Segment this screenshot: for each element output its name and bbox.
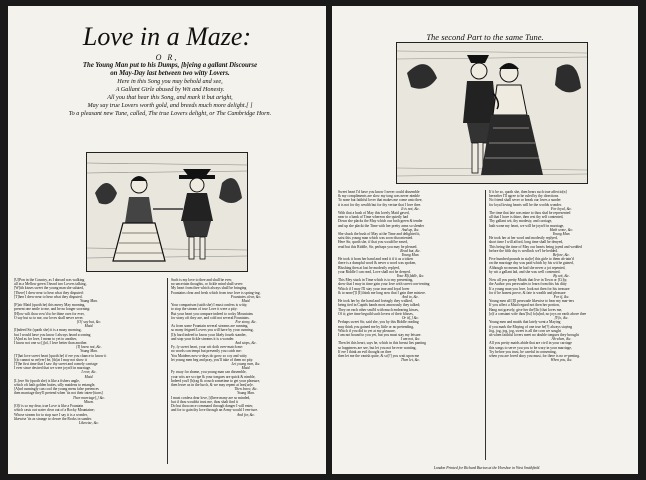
verse-line: My heart from thee which always shall be bringing [171,286,247,291]
speaker-heading: Mison. [83,399,95,404]
verse-line: I ever since desired that we were joyn'd in marriage. [14,366,92,371]
left-page [8,6,326,474]
verse-line: for loyal loving hearts will be the worlds wonder. [489,202,562,207]
verse-line: then let me the vanish quite, & so[?] you wait upon me [338,353,420,358]
printer-imprint: London Printed for Richard Burton at the Horshoe in West Smithfield. [433,466,541,470]
verse-line: your Riddle I can read, Love shall not be denyed. [338,269,411,274]
verse-line: and stop your fickle streams it is a wonder. [171,336,235,341]
speaker-heading: Maid. [241,366,251,371]
speaker-heading: Young Man. [80,349,98,354]
refrain: [O] say but, &c. [76,320,102,325]
verse-line: As from some Fountain several streams are running, [171,324,249,329]
refrain: [I] know not, &c. [76,345,102,350]
speaker-heading: Young Man. [552,232,571,237]
verse-line: this songs to serve you you to be wary in your marriage, [489,345,572,350]
verse-line: when you are loved aboy you must, for there is no re-penting. [489,353,581,358]
verse-line: likewise 'tis as strange to cleave the Rocks in sunder. [14,416,92,421]
refrain: Let young men, &c. [231,362,261,367]
subtitle-line: All you that hear this Song, and mark it but aright, [107,94,233,101]
verse-line: [I]ndeed Sir (quoth she) it is a mazy morning, [14,328,82,333]
refrain: Ah when, &c. [551,337,572,342]
verse-line: This being the time of May our hearts being joynd and wedded [489,244,582,249]
woodcut-embracing-couple-illustration [396,42,588,184]
speaker-heading: Maid. [84,324,94,329]
column-rule [485,190,486,460]
ballad-subtitle [36,62,304,118]
verse-line: He took it from her hand and read it if it as a token [338,257,413,262]
verse-line: Perhaps sweet Sir, said she, you by this Riddle reading [338,320,419,325]
left-column-1 [14,278,164,468]
verse-line: If you affect a Maid regard not then her portion, [489,303,560,308]
refrain: Then marriage[,] &c. [72,395,106,400]
verse-line: it is not for thy wealth but for thy vertue that I love thee. [338,202,422,207]
speaker-heading: Maid. [241,299,251,304]
ballad-title: Love in a Maze: [82,22,252,51]
subtitle-line: on May-Day last between two witty Lovers. [110,70,230,77]
right-column-2 [489,190,634,462]
subtitle-line: A Gallant Girle abused by Wit and Honesty. [115,86,225,93]
woodcut-couple-illustration [86,152,248,272]
refrain: Then let, &c. [400,358,421,363]
refrain: I ever, &c. [81,370,97,375]
verse-line: Thy gallant wit, thy modesty, and carriage, [489,219,553,224]
verse-line: & to none[']l [I] think me long now that I gain thee mistere. [338,290,426,295]
verse-line: You Maidens now-a-days do grow so coy and witty [171,353,248,358]
verse-line: With that a bush of May this lovely Maid gaved, [338,211,410,216]
verse-line: If it be so, quoth she, then hears such true affectio[n] [489,190,567,194]
verse-line: If ere I think an evil thought on thee [338,349,392,354]
verse-line: shew that I may in time gain your love with sweet con-tenting [338,282,430,287]
verse-line: Which if you did to yet at my pleasure, [338,328,396,333]
verse-line: [H]ow wilt thou vow'd to be thine own for ever, [14,311,85,316]
subtitle-line: May say true Lovers worth gold, and breeds much more delight.[ ] [87,102,253,109]
verse-line: [T]hat love sweet heart [quoth he] if ere you chance to know it [14,353,107,358]
second-part-title: The second Part to the same Tune. [426,32,544,42]
refrain: Fountains clear, &c. [230,294,262,299]
verse-line: to stop the stream of true Love it were a pity: [171,307,238,312]
verse-line: If a young man you love, look not then for his treasure [489,286,570,291]
speaker-heading: Young Man. [80,299,98,304]
verse-line: so happiness are see, but let you not be ever wanting, [338,345,417,350]
verse-line: Which if I may I'll stay your true and loyal lover [338,286,410,291]
verse-line: Your comparison (saith she) I must confess is witty, [171,303,248,308]
verse-line: which casts out water clear out of a Rocky Mountaine; [14,408,95,413]
verse-line: so many feigned Lovers you will have by your cunning, [171,328,254,333]
verse-line: [T]hen I drew near to hear what they disputed. [14,294,83,299]
verse-line: Do but thou once command through danger I will enter, [171,404,254,409]
verse-line: Young men all [I]l perswade likewise to bear my mar-ters [489,299,575,304]
left-column-2 [171,278,321,468]
verse-line: Of it; give time beguild such lovers of their blisses, [338,311,414,316]
verse-line: hath wone my heart, we will be joyn'd in marriage, [489,223,565,228]
verse-line: This Mey stuck in Time which is to my presenting, [338,278,414,283]
refrain: For stony, &c. [235,320,257,325]
verse-line: [t]o cannot so ne[ver] be, [th]at I may not show it [14,357,87,362]
verse-line: Fy, fy sweet heart, your wit doth over-match me: [171,345,243,350]
refrain: And stops, &c. [235,341,257,346]
verse-line: ah when faithful lovers meet no double tongues they brought [489,332,579,337]
refrain: Your R[i]ddle, &c. [396,274,425,279]
verse-line: then leave us in the lurch, & we may repent at leas[ur]e. [171,383,254,388]
verse-line: Hang not gravely, give her the'[llo] that loves me, [489,307,563,312]
verse-line: All you pretty maids abide that are civil in your carriage [489,341,572,346]
verse-line: They on each other smil'd with much endearing kisses, [338,307,419,312]
verse-line: I know not one so [j]ol, I love better than another. [14,341,88,346]
verse-line: for stony oft they are, and cold not several Fountains. [171,315,250,320]
verse-line: I am not bound to you yet, but you must stay my leisure. [338,332,422,337]
verse-line: [T]he first time that I saw thy sweet and comely carriage [14,362,98,367]
verse-line: let young men beg and pray, you'll take of them no pity. [171,357,254,362]
verse-line: Down she placks the May which our both green & tender [338,219,423,224]
verse-line: [O]f is so my dear, true Love is like a Fountain [14,404,84,409]
refrain: It is not, &c. [401,206,420,211]
verse-line: hereafter I'll agree to be ruled by thy directions [489,194,559,199]
verse-line: But your heart you compare indeed to rocky Mountains [171,311,253,316]
verse-line: To none but faithful lover that makes me come unto thee, [338,198,423,203]
verse-line: your wits are so ripe & your tongues are quick & nimble, [171,374,256,379]
verse-line: [F]air Maid (quoth he) this merry May morning, [14,303,86,308]
verse-line: but I would have you know I always heard scorning [14,332,91,337]
verse-line: and for to gain thy love through an Army would I ven-ture. [171,408,259,413]
verse-line: by wit a gallant lad, and she was well contented. [489,269,561,274]
verse-line: & my compliments are slow my tong was never nimble [338,194,420,199]
verse-line: She shuck the bush of May at the Time and delighted it, [338,232,421,237]
verse-line: Then let this heart, says he, which in this breast lies panting [338,341,426,346]
verse-line: Although no means he had she never a jot repented, [489,265,566,270]
verse-line: Sweet heart I'd have you know I never could dissemble [338,190,420,194]
verse-line: Indeed you'l [b]rag & crouch sometime to get your pleasure, [171,378,261,383]
refrain: Hath wone, &c. [549,227,574,232]
verse-line: [o]f a constant wife thou'[lst] fo[u]nd, no joys on earth above thee [489,311,587,316]
speaker-heading: Young Man. [237,391,255,396]
refrain: When you, &c. [550,358,573,363]
verse-line: then marriage they'll pretend when 'tis not their inten-[tions] [14,391,103,396]
verse-line: all that I have is thine, then rest thy self contented, [489,215,564,220]
refrain: And up, &c. [401,227,420,232]
refrain: By wit, &c. [553,274,570,279]
verse-line: before the fifth day is wedlock we'l be bedded. [489,248,558,253]
verse-line: Jog, jog, jog, jog, sweet is all the corn we sought [489,328,561,333]
verse-line: short time I will afford, long time shall be denyed, [489,240,564,245]
verse-line: read but this Riddle, Sir, perhaps you may be pleased. [338,244,418,249]
verse-line: Young men and maids that lately went a Maying [489,320,561,325]
verse-line: being tied in Cupids bands most amorously they talked; [338,303,421,308]
verse-line: on the marriage day was paid which by his wit he gained, [489,261,574,266]
verse-line: no words can tempt but presently you catch me: [171,349,242,354]
verse-line: Whose stream for to stop sure I say it is a wonder, [14,412,88,417]
verse-line: Try before you trust, be careful in consenting, [489,349,557,354]
refrain: I am not, &c. [400,337,421,342]
verse-line: and up she plackt the Time with her pretty arms so slender [338,223,425,228]
subtitle-line: Here in this Song you may behold and see, [117,78,223,85]
refrain: For loyal, &c. [550,206,573,211]
refrain: Before, &c. [553,253,570,258]
verse-line: Fountains clear and fresh which from true love is spring-ing. [171,290,261,295]
verse-line: I must confess dear love, [t]here many are so minded, [171,395,251,400]
verse-line: no uncertain thoughts, or fickle mind shall sever: [171,282,244,287]
verse-line: [There] I drew near to hear what they disputed: [14,290,84,295]
refrain: [Y]o, &c. [554,316,569,321]
verse-line: for if he honest prove, & fate is wealth and pleasure [489,290,566,295]
refrain: And to, &c. [401,295,419,300]
verse-line: Blushing then at last he modestly replyed, [338,265,400,270]
refrain: Then leave, &c. [234,387,258,392]
subtitle-line: To a pleasant new Tune, called, The true Lovers delight, or The Cambridge Horn. [68,110,272,117]
verse-line: [A]nd cunningly can cool the young mens false pretences [14,387,99,392]
verse-line: Here Sir, quoth she, if that you would be eased, [338,240,408,245]
verse-line: [W]ith kisses sweet the young man she saluted, [14,286,84,291]
verse-line: Such is my love to thee and shall be ever, [171,278,233,282]
verse-line: which oft hath golden baites, silly maidens to entangle, [14,383,96,388]
refrain: Or it[,] &c. [401,316,420,321]
speaker-heading: Young Man. [401,253,420,258]
verse-line: there is a dumpful word & never a word was spoken, [338,261,417,266]
verse-line: may think you gained me by little or no pretending, [338,324,414,329]
verse-line: [L]ove Sir (quoth she) is like a fishers angle, [14,378,80,383]
verse-line: the Author you perswades to learn from this his ditty [489,282,567,287]
refrain: For if, &c. [553,295,570,300]
refrain: And for, &c. [236,412,256,417]
verse-line: He took her at her word and modestly replyed, [489,236,558,241]
verse-line: saist this young man which was soon discontented. [338,236,414,241]
subtitle-line: The Young Man put to his Dumps, [b]eing a gallant Discourse [82,62,258,69]
verse-line: near to a bank of Time whereon she quietly had [338,215,409,220]
verse-line: [I]s hard indeed to know your likely fourth stander, [171,332,247,337]
verse-line: Five hundred pounds in sta[te] this girle to them ab-tain'd [489,257,574,262]
verse-line: No friend shall sever or break our loves a sunder [489,198,561,203]
right-page [332,6,638,474]
right-column-1 [338,190,483,462]
verse-line: Now all you pretty Maids that live in Town or [Ci]ty, [489,278,568,283]
verse-line: all in a Mellow green I heard two Lovers talking, [14,282,87,287]
refrain: Read but, &c. [400,248,421,253]
verse-line: [U]Pon in the Country, as I abroad was walking [14,278,85,282]
verse-line: [A]nd as for love, I mean to yet to another, [14,336,78,341]
verse-line: Fy away for shame, you young man can dissemble, [171,370,247,375]
ballad-or: O R, [155,53,179,62]
column-rule [167,278,168,464]
verse-line: O say but so to me, our loves shall never sever. [14,315,84,320]
speaker-heading: Maid. [84,374,94,379]
verse-line: if you mark the Maying of one true be[?] always staying [489,324,573,329]
refrain: Likewise, &c. [78,420,100,425]
verse-line: but if thou wouldst trust me, thou shalt find it [171,399,238,404]
verse-line: He took her by the hand and lovingly they walked, [338,299,413,304]
verse-line: present one smile to me, and be no longer scorning: [14,307,91,312]
verse-line: The time that late was mine to thou shal be represented [489,211,571,216]
